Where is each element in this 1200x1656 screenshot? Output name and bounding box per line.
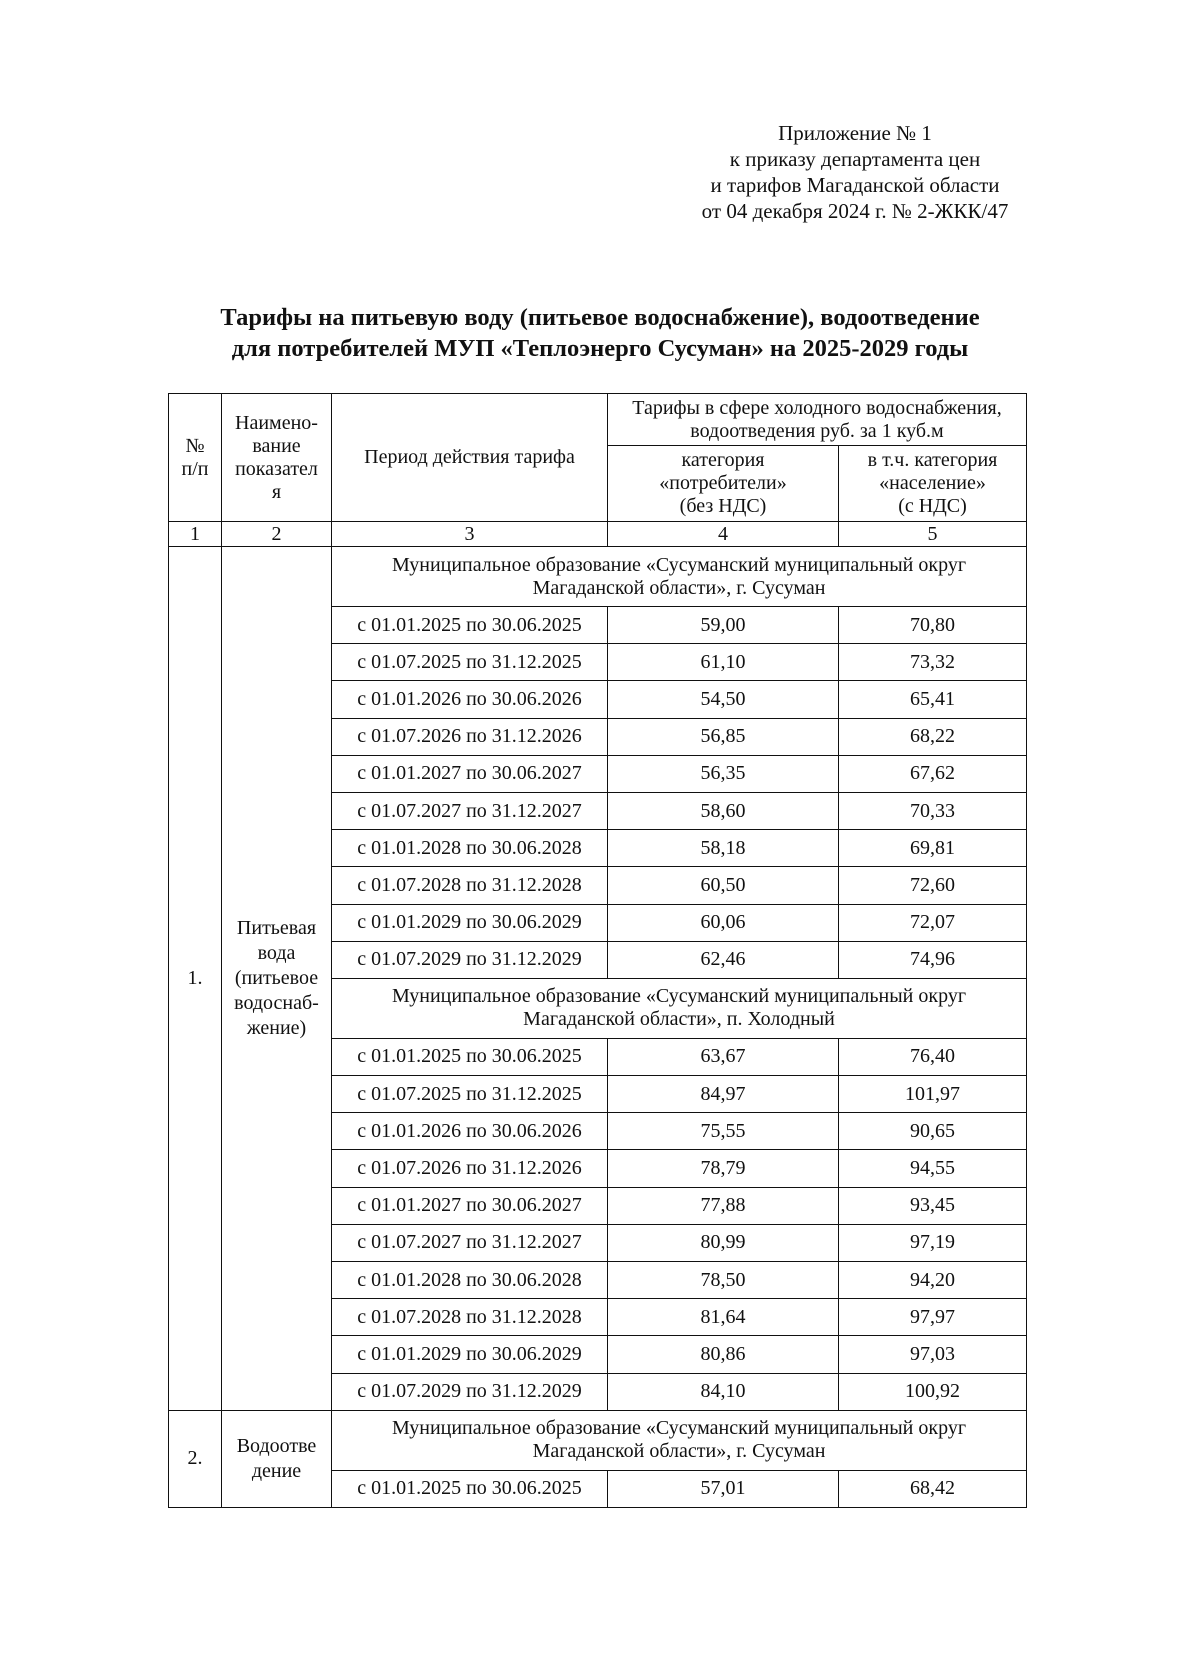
column-number-row	[169, 522, 1027, 547]
appendix-line: от 04 декабря 2024 г. № 2-ЖКК/47	[701, 199, 1009, 223]
cell-line: дение	[251, 1459, 302, 1482]
consumers-tariff-cell: 54,50	[608, 681, 839, 718]
cell-line: жение)	[246, 1016, 307, 1039]
population-tariff-cell: 68,42	[839, 1470, 1027, 1507]
consumers-tariff-cell: 78,79	[608, 1150, 839, 1187]
header-name: Наимено- вание показател я	[222, 394, 332, 522]
header-period: Период действия тарифа	[332, 394, 608, 522]
cell-line: вода	[257, 941, 296, 964]
cell-line: Муниципальное образование «Сусуманский муниципальный округ	[391, 553, 967, 576]
population-tariff-cell: 100,92	[839, 1373, 1027, 1410]
title-line: Тарифы на питьевую воду (питьевое водоснабжение), водоотведение	[220, 304, 980, 331]
period-cell: с 01.01.2025 по 30.06.2025	[332, 607, 608, 644]
population-tariff-cell: 70,80	[839, 607, 1027, 644]
population-tariff-cell: 67,62	[839, 755, 1027, 792]
population-tariff-cell: 97,03	[839, 1336, 1027, 1373]
document-title	[140, 302, 1060, 364]
period-cell: с 01.01.2025 по 30.06.2025	[332, 1470, 608, 1507]
consumers-tariff-cell: 75,55	[608, 1113, 839, 1150]
cell-line: Муниципальное образование «Сусуманский муниципальный округ	[391, 985, 967, 1008]
period-cell: с 01.01.2026 по 30.06.2026	[332, 681, 608, 718]
period-cell: с 01.07.2029 по 31.12.2029	[332, 1373, 608, 1410]
appendix-line: к приказу департамента цен	[729, 147, 981, 171]
period-cell: с 01.07.2027 по 31.12.2027	[332, 1224, 608, 1261]
population-tariff-cell: 70,33	[839, 792, 1027, 829]
header-num: № п/п	[169, 394, 222, 522]
period-cell: с 01.07.2025 по 31.12.2025	[332, 1076, 608, 1113]
title-line: для потребителей МУП «Теплоэнерго Сусуман» на 2025-2029 годы	[231, 335, 969, 362]
consumers-tariff-cell: 60,06	[608, 904, 839, 941]
header-consumers: категория «потребители» (без НДС)	[608, 446, 839, 522]
population-tariff-cell: 74,96	[839, 941, 1027, 978]
column-number: 3	[332, 522, 608, 547]
location-header	[332, 978, 1027, 1038]
consumers-tariff-cell: 62,46	[608, 941, 839, 978]
consumers-tariff-cell: 60,50	[608, 867, 839, 904]
column-number: 4	[608, 522, 839, 547]
population-tariff-cell: 69,81	[839, 830, 1027, 867]
appendix-block	[660, 120, 1050, 224]
population-tariff-cell: 90,65	[839, 1113, 1027, 1150]
location-row	[169, 1410, 1027, 1470]
cell-line: (питьевое	[234, 966, 319, 989]
period-cell: с 01.07.2028 по 31.12.2028	[332, 1299, 608, 1336]
consumers-tariff-cell: 78,50	[608, 1262, 839, 1299]
period-cell: с 01.01.2027 по 30.06.2027	[332, 755, 608, 792]
section-name	[222, 547, 332, 1411]
cell-line: водоснаб-	[234, 991, 319, 1014]
consumers-tariff-cell: 80,86	[608, 1336, 839, 1373]
column-number: 5	[839, 522, 1027, 547]
section-number: 2.	[169, 1410, 222, 1507]
appendix-line: и тарифов Магаданской области	[710, 173, 1000, 197]
consumers-tariff-cell: 58,18	[608, 830, 839, 867]
tariff-table	[168, 393, 1027, 1508]
section-name	[222, 1410, 332, 1507]
consumers-tariff-cell: 57,01	[608, 1470, 839, 1507]
period-cell: с 01.01.2025 по 30.06.2025	[332, 1038, 608, 1075]
consumers-tariff-cell: 84,10	[608, 1373, 839, 1410]
period-cell: с 01.01.2029 по 30.06.2029	[332, 904, 608, 941]
population-tariff-cell: 65,41	[839, 681, 1027, 718]
consumers-tariff-cell: 84,97	[608, 1076, 839, 1113]
period-cell: с 01.07.2027 по 31.12.2027	[332, 792, 608, 829]
population-tariff-cell: 68,22	[839, 718, 1027, 755]
period-cell: с 01.01.2028 по 30.06.2028	[332, 830, 608, 867]
population-tariff-cell: 97,97	[839, 1299, 1027, 1336]
header-tariffs: Тарифы в сфере холодного водоснабжения, водоотведения руб. за 1 куб.м	[608, 394, 1027, 446]
consumers-tariff-cell: 56,35	[608, 755, 839, 792]
period-cell: с 01.07.2029 по 31.12.2029	[332, 941, 608, 978]
column-number: 1	[169, 522, 222, 547]
period-cell: с 01.01.2027 по 30.06.2027	[332, 1187, 608, 1224]
consumers-tariff-cell: 61,10	[608, 644, 839, 681]
population-tariff-cell: 72,07	[839, 904, 1027, 941]
consumers-tariff-cell: 77,88	[608, 1187, 839, 1224]
population-tariff-cell: 73,32	[839, 644, 1027, 681]
cell-line: Муниципальное образование «Сусуманский муниципальный округ	[391, 1417, 967, 1440]
population-tariff-cell: 72,60	[839, 867, 1027, 904]
header-population: в т.ч. категория «население» (с НДС)	[839, 446, 1027, 522]
location-header	[332, 1410, 1027, 1470]
header-row	[169, 394, 1027, 446]
consumers-tariff-cell: 59,00	[608, 607, 839, 644]
period-cell: с 01.01.2026 по 30.06.2026	[332, 1113, 608, 1150]
population-tariff-cell: 94,20	[839, 1262, 1027, 1299]
consumers-tariff-cell: 63,67	[608, 1038, 839, 1075]
consumers-tariff-cell: 81,64	[608, 1299, 839, 1336]
consumers-tariff-cell: 58,60	[608, 792, 839, 829]
population-tariff-cell: 76,40	[839, 1038, 1027, 1075]
population-tariff-cell: 94,55	[839, 1150, 1027, 1187]
period-cell: с 01.07.2026 по 31.12.2026	[332, 718, 608, 755]
appendix-line: Приложение № 1	[778, 121, 932, 145]
cell-line: Магаданской области», г. Сусуман	[532, 576, 826, 599]
population-tariff-cell: 97,19	[839, 1224, 1027, 1261]
cell-line: Водоотве	[236, 1434, 317, 1457]
period-cell: с 01.07.2026 по 31.12.2026	[332, 1150, 608, 1187]
consumers-tariff-cell: 80,99	[608, 1224, 839, 1261]
column-number: 2	[222, 522, 332, 547]
section-number: 1.	[169, 547, 222, 1411]
period-cell: с 01.07.2025 по 31.12.2025	[332, 644, 608, 681]
population-tariff-cell: 101,97	[839, 1076, 1027, 1113]
period-cell: с 01.01.2028 по 30.06.2028	[332, 1262, 608, 1299]
cell-line: Питьевая	[236, 916, 317, 939]
period-cell: с 01.07.2028 по 31.12.2028	[332, 867, 608, 904]
cell-line: Магаданской области», п. Холодный	[523, 1008, 835, 1031]
cell-line: Магаданской области», г. Сусуман	[532, 1440, 826, 1463]
period-cell: с 01.01.2029 по 30.06.2029	[332, 1336, 608, 1373]
location-header	[332, 547, 1027, 607]
consumers-tariff-cell: 56,85	[608, 718, 839, 755]
population-tariff-cell: 93,45	[839, 1187, 1027, 1224]
location-row	[169, 547, 1027, 607]
